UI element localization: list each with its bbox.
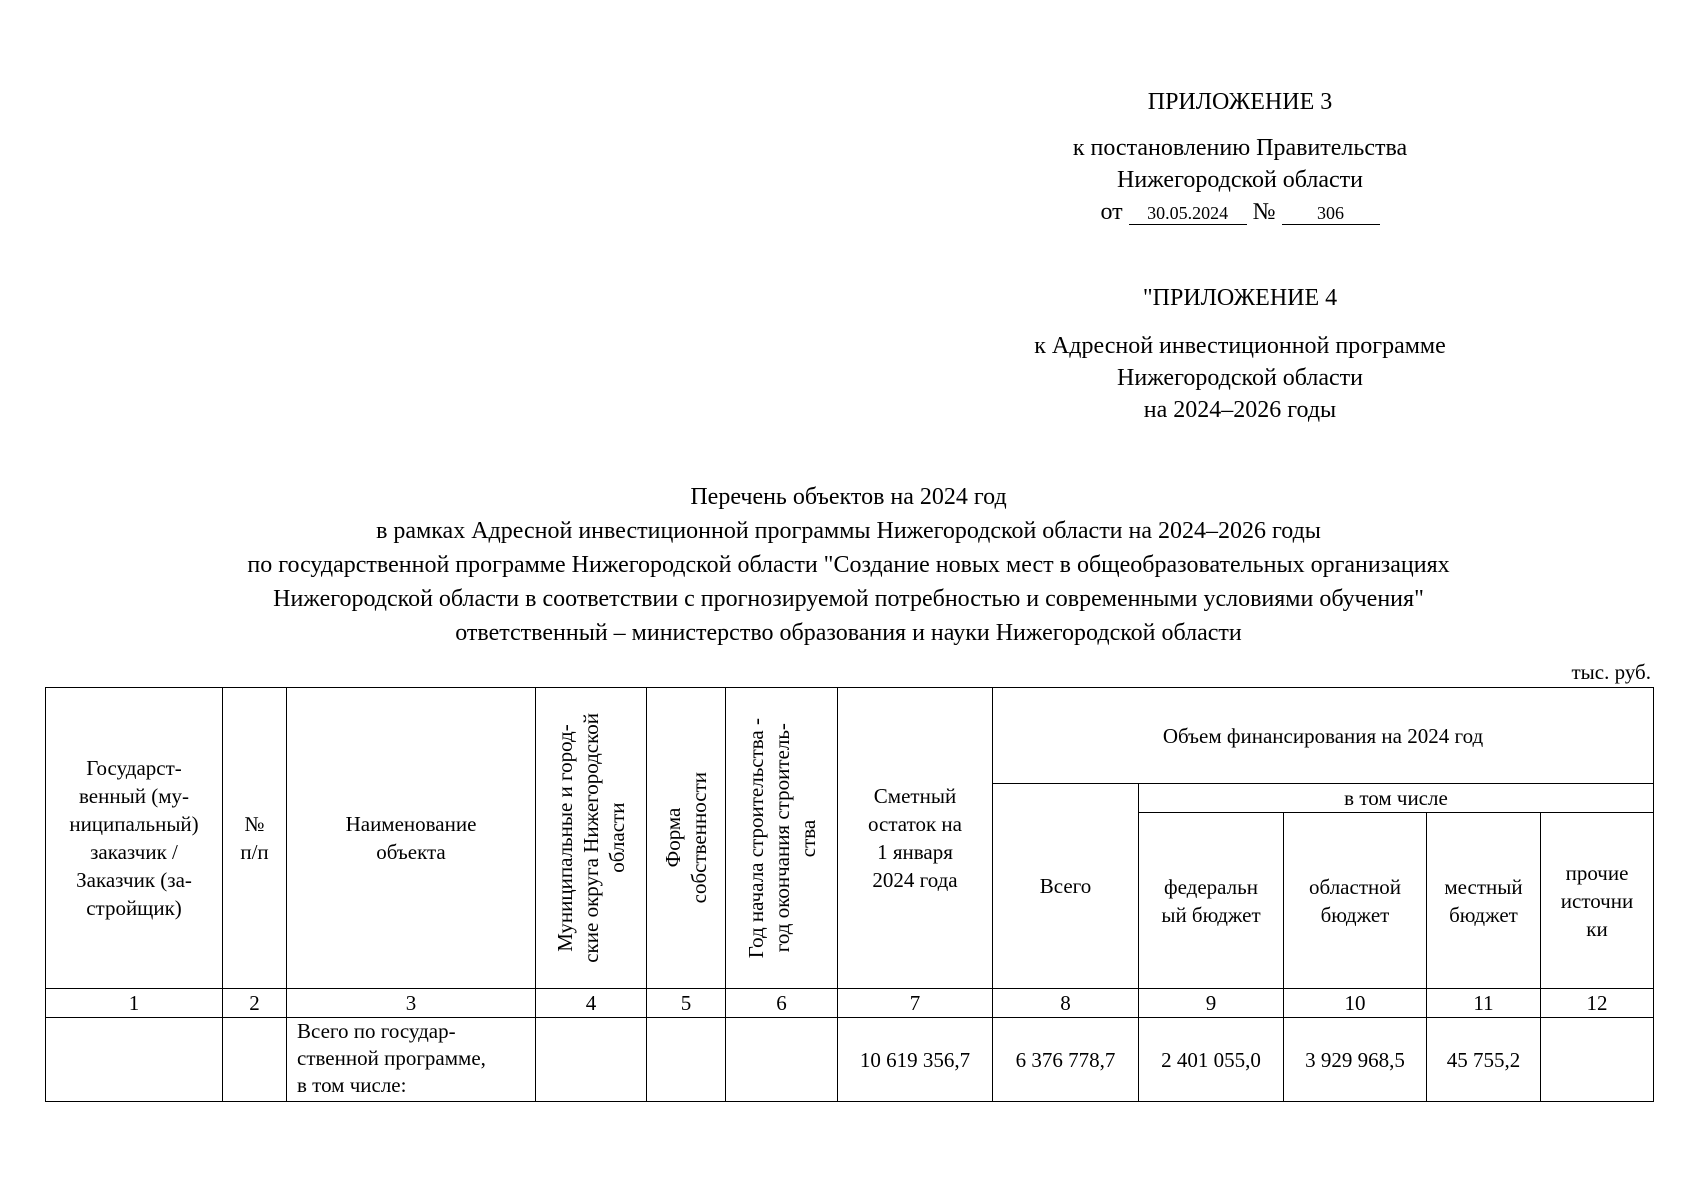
- column-number: 11: [1427, 989, 1541, 1018]
- header-federal: федеральн ый бюджет: [1139, 813, 1284, 989]
- cell-other: [1541, 1018, 1654, 1102]
- cell-local: 45 755,2: [1427, 1018, 1541, 1102]
- header-customer: Государст- венный (му- ниципальный) заказчик / Заказчик (за- стройщик): [46, 688, 223, 989]
- header-object-name: Наименование объекта: [287, 688, 536, 989]
- title-line3: по государственной программе Нижегородской области "Создание новых мест в общеобразовательных организациях: [247, 552, 1450, 578]
- appendix3-header: [1010, 86, 1470, 228]
- appendix4-header: [980, 282, 1500, 426]
- from-label: от: [1100, 199, 1123, 225]
- header-number: № п/п: [223, 688, 287, 989]
- decree-date: 30.05.2024: [1129, 202, 1247, 225]
- appendix4-line1: к Адресной инвестиционной программе: [1034, 333, 1446, 359]
- table-row: [46, 1018, 1654, 1102]
- column-number: 4: [536, 989, 647, 1018]
- header-estimate: Сметный остаток на 1 января 2024 года: [838, 688, 993, 989]
- appendix3-line2: Нижегородской области: [1116, 167, 1364, 193]
- cell-number: [223, 1018, 287, 1102]
- appendix3-line1: к постановлению Правительства: [1072, 135, 1408, 161]
- title-line5: ответственный – министерство образования и науки Нижегородской области: [455, 620, 1242, 646]
- column-number-row: [46, 989, 1654, 1018]
- cell-object-name: Всего по государ- ственной программе, в том числе:: [287, 1018, 536, 1102]
- number-label: №: [1252, 199, 1276, 225]
- header-including: в том числе: [1139, 784, 1654, 813]
- column-number: 8: [993, 989, 1139, 1018]
- appendix4-line2: Нижегородской области: [1116, 365, 1364, 391]
- header-districts: Муниципальные и город- ские округа Нижегородской области: [536, 688, 647, 989]
- cell-total: 6 376 778,7: [993, 1018, 1139, 1102]
- column-number: 5: [647, 989, 726, 1018]
- column-number: 10: [1284, 989, 1427, 1018]
- cell-customer: [46, 1018, 223, 1102]
- appendix3-date-line: [1010, 196, 1470, 228]
- header-total: Всего: [993, 784, 1139, 989]
- header-row-1: [46, 688, 1654, 784]
- column-number: 9: [1139, 989, 1284, 1018]
- column-number: 12: [1541, 989, 1654, 1018]
- appendix4-line3: на 2024–2026 годы: [1143, 397, 1337, 423]
- column-number: 7: [838, 989, 993, 1018]
- header-other: прочие источни ки: [1541, 813, 1654, 989]
- cell-regional: 3 929 968,5: [1284, 1018, 1427, 1102]
- header-regional: областной бюджет: [1284, 813, 1427, 989]
- decree-number: 306: [1282, 202, 1380, 225]
- column-number: 6: [726, 989, 838, 1018]
- units-label: тыс. руб.: [1571, 660, 1651, 684]
- document-title: [40, 480, 1657, 650]
- header-ownership: Форма собственности: [647, 688, 726, 989]
- title-line4: Нижегородской области в соответствии с прогнозируемой потребностью и современными условиями обучения": [273, 586, 1424, 612]
- appendix4-title: "ПРИЛОЖЕНИЕ 4: [1142, 285, 1338, 311]
- cell-federal: 2 401 055,0: [1139, 1018, 1284, 1102]
- title-line2: в рамках Адресной инвестиционной программы Нижегородской области на 2024–2026 годы: [376, 518, 1321, 544]
- title-line1: Перечень объектов на 2024 год: [690, 484, 1007, 510]
- cell-estimate: 10 619 356,7: [838, 1018, 993, 1102]
- column-number: 3: [287, 989, 536, 1018]
- cell-districts: [536, 1018, 647, 1102]
- header-local: местный бюджет: [1427, 813, 1541, 989]
- appendix3-title: ПРИЛОЖЕНИЕ 3: [1147, 89, 1333, 115]
- objects-table: [45, 687, 1654, 1102]
- cell-years: [726, 1018, 838, 1102]
- column-number: 2: [223, 989, 287, 1018]
- cell-ownership: [647, 1018, 726, 1102]
- header-funding: Объем финансирования на 2024 год: [993, 688, 1654, 784]
- header-years: Год начала строительства - год окончания строитель- ства: [726, 688, 838, 989]
- column-number: 1: [46, 989, 223, 1018]
